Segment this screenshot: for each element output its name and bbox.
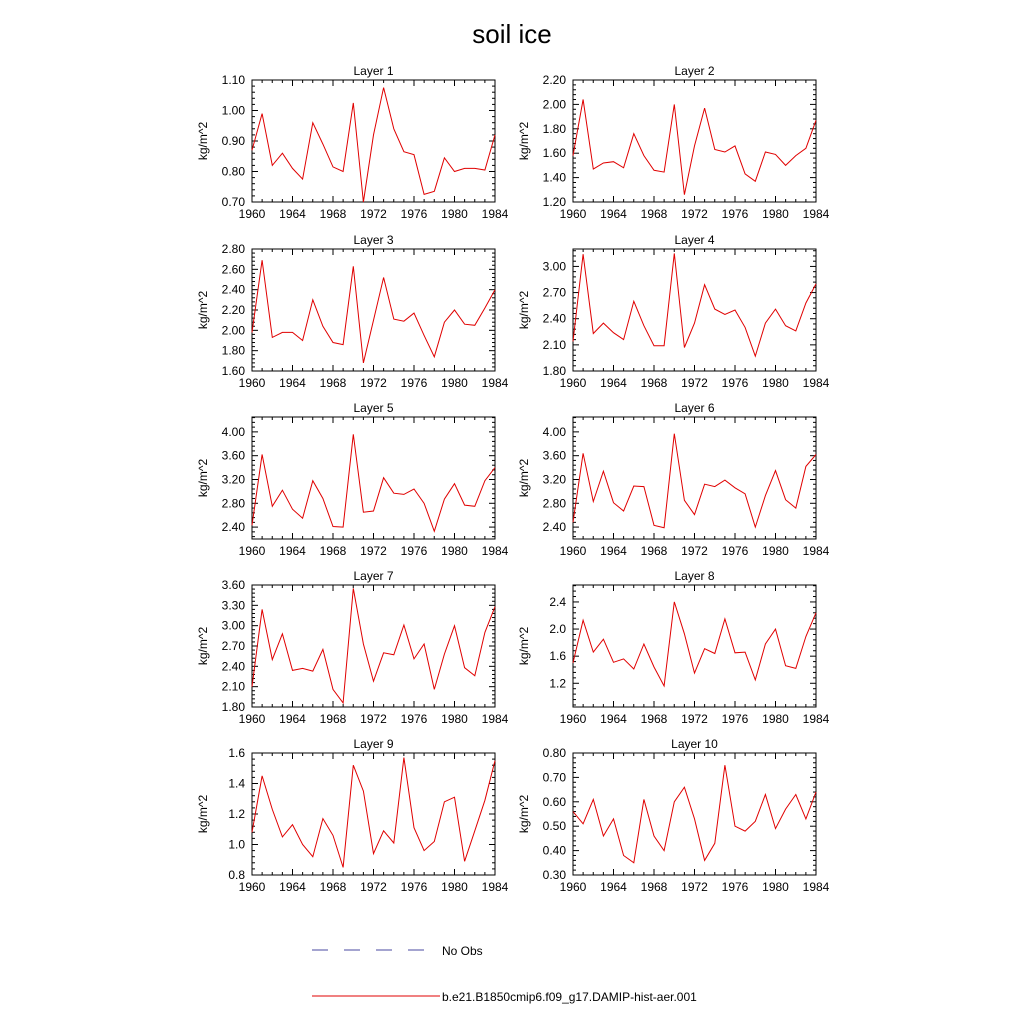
x-tick-label: 1972 — [360, 712, 387, 726]
y-tick-label: 2.10 — [542, 337, 566, 352]
x-tick-label: 1980 — [441, 207, 468, 221]
plot-frame — [252, 585, 495, 707]
x-tick-label: 1980 — [441, 712, 468, 726]
series-line — [252, 588, 495, 703]
x-tick-label: 1984 — [481, 207, 509, 221]
series-line — [573, 434, 816, 528]
panel-layer-5 — [196, 401, 509, 558]
y-axis-label: kg/m^2 — [196, 290, 210, 330]
y-axis-label: kg/m^2 — [196, 794, 210, 834]
y-tick-label: 3.20 — [221, 472, 245, 487]
series-line — [573, 602, 816, 686]
x-tick-label: 1960 — [238, 544, 266, 558]
x-tick-label: 1984 — [802, 544, 830, 558]
y-tick-label: 2.4 — [549, 594, 566, 609]
y-axis-label: kg/m^2 — [517, 626, 531, 666]
x-tick-label: 1968 — [640, 544, 668, 558]
y-axis-label: kg/m^2 — [196, 458, 210, 498]
y-tick-label: 1.80 — [542, 121, 566, 136]
panel-layer-4 — [517, 233, 830, 390]
panel-layer-8 — [517, 569, 830, 726]
panel-title: Layer 5 — [353, 401, 394, 415]
y-tick-label: 1.80 — [542, 364, 566, 378]
x-tick-label: 1964 — [279, 880, 306, 894]
y-axis-label: kg/m^2 — [517, 458, 531, 498]
y-tick-label: 0.30 — [542, 868, 566, 882]
x-tick-label: 1964 — [600, 544, 627, 558]
y-tick-label: 1.2 — [228, 807, 245, 821]
y-axis-label: kg/m^2 — [517, 794, 531, 834]
y-tick-label: 2.40 — [221, 520, 245, 535]
y-tick-label: 1.2 — [549, 676, 566, 691]
y-tick-label: 1.6 — [549, 649, 566, 664]
y-axis-label: kg/m^2 — [196, 626, 210, 666]
y-tick-label: 0.70 — [542, 770, 566, 785]
x-tick-label: 1972 — [681, 712, 708, 726]
x-tick-label: 1960 — [238, 712, 266, 726]
series-line — [252, 758, 495, 868]
y-tick-label: 1.0 — [228, 837, 245, 852]
y-axis-label: kg/m^2 — [517, 121, 531, 161]
x-tick-label: 1976 — [400, 712, 428, 726]
x-tick-label: 1980 — [762, 207, 789, 221]
y-axis-label: kg/m^2 — [517, 290, 531, 330]
y-tick-label: 0.50 — [542, 819, 566, 834]
y-tick-label: 0.80 — [221, 164, 245, 179]
x-tick-label: 1968 — [319, 880, 347, 894]
panel-title: Layer 8 — [674, 569, 715, 583]
y-tick-label: 1.6 — [228, 746, 245, 760]
panel-title: Layer 10 — [671, 737, 718, 751]
y-tick-label: 3.00 — [542, 259, 566, 274]
y-tick-label: 1.20 — [542, 195, 566, 209]
x-tick-label: 1964 — [600, 207, 627, 221]
y-tick-label: 3.60 — [542, 448, 566, 463]
series-line — [252, 260, 495, 363]
y-tick-label: 2.40 — [221, 659, 245, 674]
series-line — [573, 100, 816, 195]
y-tick-label: 4.00 — [542, 424, 566, 439]
series-line — [573, 765, 816, 863]
y-tick-label: 2.80 — [221, 242, 245, 256]
x-tick-label: 1980 — [762, 544, 789, 558]
x-tick-label: 1980 — [441, 544, 468, 558]
y-tick-label: 3.20 — [542, 472, 566, 487]
x-tick-label: 1968 — [319, 207, 347, 221]
x-tick-label: 1980 — [441, 376, 468, 390]
y-tick-label: 2.10 — [221, 679, 245, 694]
panel-layer-9 — [196, 737, 509, 894]
x-tick-label: 1964 — [600, 712, 627, 726]
panel-layer-6 — [517, 401, 830, 558]
x-tick-label: 1984 — [802, 712, 830, 726]
x-tick-label: 1968 — [319, 712, 347, 726]
y-tick-label: 0.80 — [542, 746, 566, 760]
plot-frame — [252, 417, 495, 539]
y-tick-label: 1.60 — [221, 364, 245, 378]
x-tick-label: 1960 — [559, 880, 587, 894]
x-tick-label: 1964 — [600, 376, 627, 390]
x-tick-label: 1968 — [640, 376, 668, 390]
x-tick-label: 1960 — [238, 207, 266, 221]
plot-frame — [573, 249, 816, 371]
x-tick-label: 1976 — [721, 712, 749, 726]
plot-frame — [573, 585, 816, 707]
legend — [312, 944, 697, 1004]
x-tick-label: 1960 — [238, 376, 266, 390]
x-tick-label: 1964 — [279, 207, 306, 221]
y-tick-label: 0.70 — [221, 195, 245, 209]
y-tick-label: 2.70 — [542, 285, 566, 300]
y-tick-label: 2.40 — [542, 311, 566, 326]
x-tick-label: 1984 — [481, 376, 509, 390]
plot-frame — [252, 249, 495, 371]
series-line — [252, 88, 495, 202]
x-tick-label: 1968 — [640, 207, 668, 221]
x-tick-label: 1972 — [360, 376, 387, 390]
y-tick-label: 1.4 — [228, 776, 245, 791]
x-tick-label: 1964 — [279, 712, 306, 726]
y-tick-label: 2.60 — [221, 262, 245, 277]
x-tick-label: 1972 — [681, 880, 708, 894]
panel-title: Layer 2 — [674, 64, 715, 78]
x-tick-label: 1972 — [681, 207, 708, 221]
legend-no-obs-label: No Obs — [442, 944, 483, 958]
plot-frame — [252, 80, 495, 202]
panel-title: Layer 3 — [353, 233, 394, 247]
plot-frame — [573, 80, 816, 202]
x-tick-label: 1980 — [762, 712, 789, 726]
y-tick-label: 1.80 — [221, 343, 245, 358]
panel-layer-7 — [196, 569, 509, 726]
y-tick-label: 3.30 — [221, 598, 245, 613]
x-tick-label: 1976 — [400, 376, 428, 390]
y-tick-label: 0.40 — [542, 843, 566, 858]
x-tick-label: 1976 — [721, 544, 749, 558]
y-tick-label: 2.40 — [221, 282, 245, 297]
x-tick-label: 1968 — [319, 544, 347, 558]
x-tick-label: 1960 — [559, 376, 587, 390]
y-tick-label: 1.10 — [221, 73, 245, 87]
plot-frame — [252, 753, 495, 875]
y-tick-label: 3.60 — [221, 578, 245, 592]
panel-title: Layer 9 — [353, 737, 394, 751]
y-tick-label: 2.80 — [542, 496, 566, 511]
x-tick-label: 1960 — [559, 544, 587, 558]
x-tick-label: 1976 — [400, 207, 428, 221]
y-tick-label: 2.20 — [221, 303, 245, 317]
y-tick-label: 3.00 — [221, 618, 245, 633]
y-tick-label: 2.70 — [221, 639, 245, 653]
y-tick-label: 2.20 — [542, 73, 566, 87]
x-tick-label: 1984 — [802, 376, 830, 390]
y-tick-label: 2.0 — [549, 622, 566, 637]
legend-model-label: b.e21.B1850cmip6.f09_g17.DAMIP-hist-aer.001 — [442, 990, 697, 1004]
y-tick-label: 2.80 — [221, 496, 245, 511]
panel-layer-2 — [517, 64, 830, 221]
panels — [196, 64, 830, 894]
x-tick-label: 1964 — [279, 376, 306, 390]
x-tick-label: 1960 — [559, 712, 587, 726]
y-tick-label: 1.60 — [542, 146, 566, 161]
panel-layer-1 — [196, 64, 509, 221]
panel-title: Layer 4 — [674, 233, 715, 247]
series-line — [573, 253, 816, 356]
x-tick-label: 1964 — [279, 544, 306, 558]
x-tick-label: 1968 — [640, 880, 668, 894]
x-tick-label: 1972 — [360, 544, 387, 558]
panel-title: Layer 7 — [353, 569, 394, 583]
x-tick-label: 1984 — [802, 207, 830, 221]
y-tick-label: 0.8 — [228, 868, 245, 882]
y-tick-label: 2.00 — [221, 323, 245, 338]
y-tick-label: 2.40 — [542, 520, 566, 535]
series-line — [252, 434, 495, 531]
x-tick-label: 1972 — [681, 544, 708, 558]
x-tick-label: 1960 — [238, 880, 266, 894]
panel-layer-3 — [196, 233, 509, 390]
x-tick-label: 1984 — [481, 712, 509, 726]
x-tick-label: 1976 — [721, 880, 749, 894]
x-tick-label: 1984 — [481, 880, 509, 894]
panel-layer-10 — [517, 737, 830, 894]
x-tick-label: 1968 — [640, 712, 668, 726]
y-tick-label: 0.90 — [221, 134, 245, 148]
plot-frame — [573, 753, 816, 875]
figure-title: soil ice — [472, 19, 552, 49]
x-tick-label: 1976 — [400, 544, 428, 558]
panel-title: Layer 1 — [353, 64, 394, 78]
x-tick-label: 1976 — [721, 376, 749, 390]
x-tick-label: 1972 — [360, 207, 387, 221]
y-tick-label: 1.80 — [221, 700, 245, 714]
y-tick-label: 1.40 — [542, 170, 566, 185]
plot-frame — [573, 417, 816, 539]
x-tick-label: 1968 — [319, 376, 347, 390]
y-tick-label: 4.00 — [221, 424, 245, 439]
panel-title: Layer 6 — [674, 401, 715, 415]
x-tick-label: 1972 — [681, 376, 708, 390]
x-tick-label: 1984 — [802, 880, 830, 894]
x-tick-label: 1980 — [441, 880, 468, 894]
x-tick-label: 1960 — [559, 207, 587, 221]
y-tick-label: 0.60 — [542, 794, 566, 809]
y-axis-label: kg/m^2 — [196, 121, 210, 161]
y-tick-label: 2.00 — [542, 97, 566, 112]
y-tick-label: 1.00 — [221, 103, 245, 118]
x-tick-label: 1976 — [721, 207, 749, 221]
y-tick-label: 3.60 — [221, 448, 245, 463]
x-tick-label: 1980 — [762, 880, 789, 894]
x-tick-label: 1964 — [600, 880, 627, 894]
x-tick-label: 1980 — [762, 376, 789, 390]
x-tick-label: 1976 — [400, 880, 428, 894]
x-tick-label: 1984 — [481, 544, 509, 558]
x-tick-label: 1972 — [360, 880, 387, 894]
